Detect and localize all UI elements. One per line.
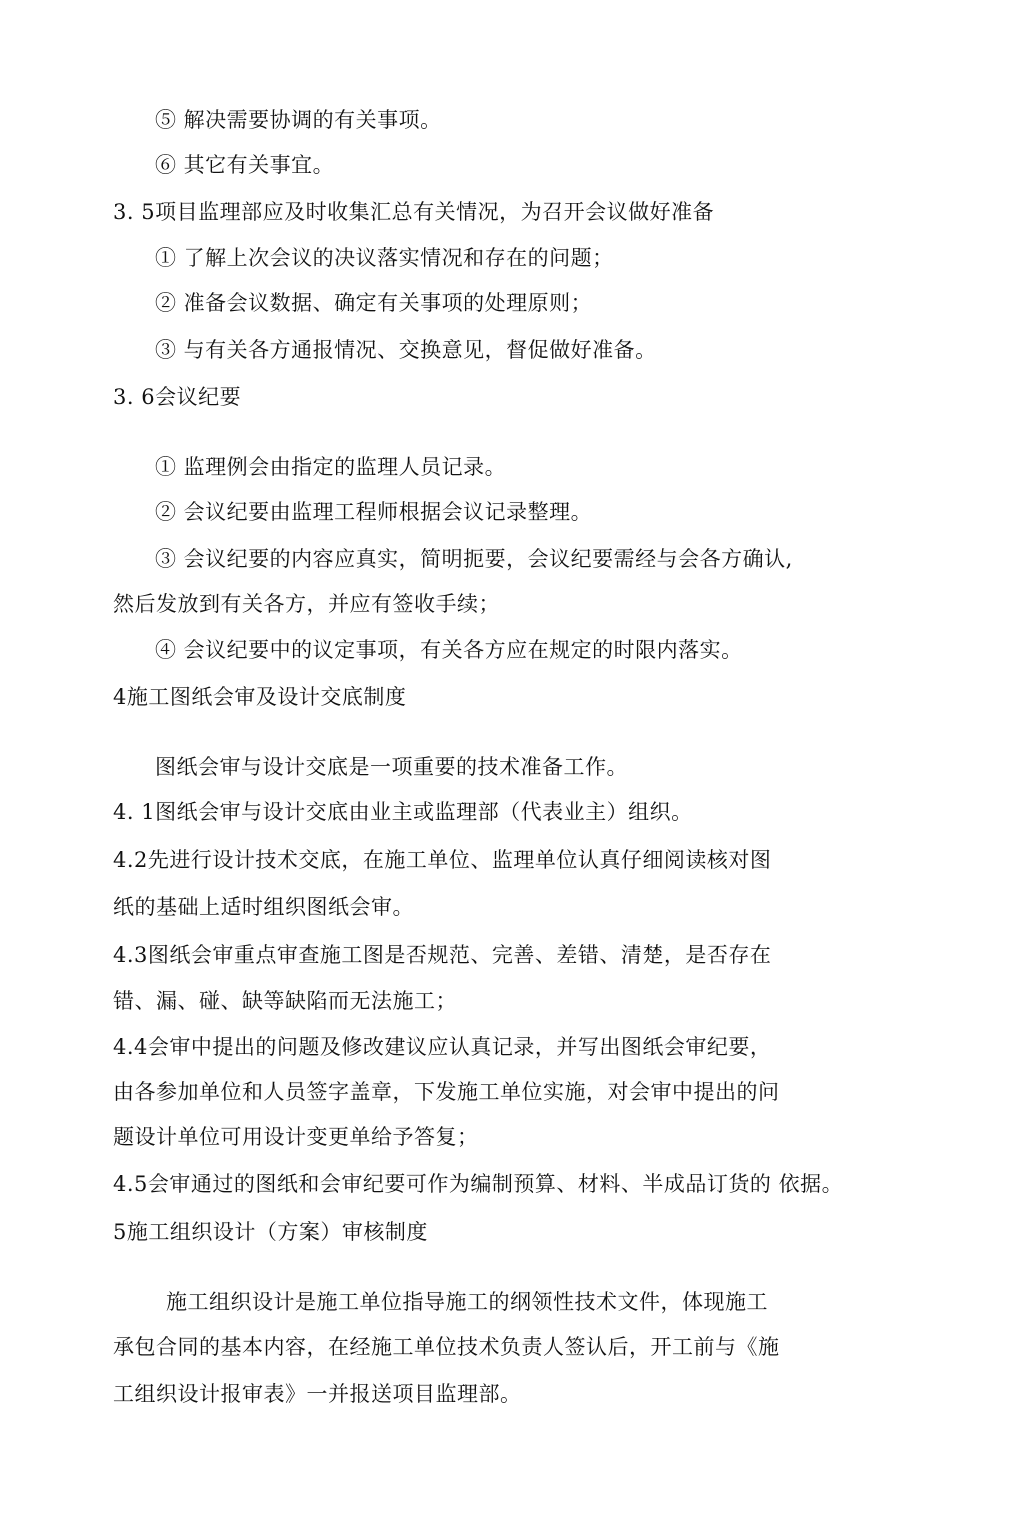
item-5-resolve-coordination: ⑤ 解决需要协调的有关事项。	[155, 108, 442, 132]
section-4-3: 4.3图纸会审重点审查施工图是否规范、完善、差错、清楚，是否存在	[113, 943, 772, 967]
item-3-minutes-content: ③ 会议纪要的内容应真实，简明扼要，会议纪要需经与会各方确认,	[155, 547, 793, 571]
section-4-2: 4.2先进行设计技术交底，在施工单位、监理单位认真仔细阅读核对图	[113, 848, 772, 872]
section-4-1: 4. 1图纸会审与设计交底由业主或监理部（代表业主）组织。	[113, 800, 693, 824]
item-1-meeting-record: ① 监理例会由指定的监理人员记录。	[155, 455, 507, 479]
item-2-prepare-data: ② 准备会议数据、确定有关事项的处理原则；	[155, 291, 593, 315]
section-4-3-continuation: 错、漏、碰、缺等缺陷而无法施工；	[113, 989, 457, 1013]
section-5-paragraph-line-3: 工组织设计报审表》一并报送项目监理部。	[113, 1382, 522, 1406]
item-6-other-matters: ⑥ 其它有关事宜。	[155, 153, 335, 177]
section-4-heading: 4施工图纸会审及设计交底制度	[113, 685, 407, 709]
section-3-6-heading: 3. 6会议纪要	[113, 385, 242, 409]
item-2-minutes-compiled: ② 会议纪要由监理工程师根据会议记录整理。	[155, 500, 593, 524]
item-1-previous-meeting: ① 了解上次会议的决议落实情况和存在的问题；	[155, 246, 614, 270]
section-5-paragraph-line-2: 承包合同的基本内容，在经施工单位技术负责人签认后，开工前与《施	[113, 1335, 780, 1359]
item-3-continuation: 然后发放到有关各方，并应有签收手续；	[113, 592, 500, 616]
section-3-5-heading: 3. 5项目监理部应及时收集汇总有关情况，为召开会议做好准备	[113, 200, 715, 224]
section-4-5: 4.5会审通过的图纸和会审纪要可作为编制预算、材料、半成品订货的 依据。	[113, 1172, 844, 1196]
section-4-4-continuation-1: 由各参加单位和人员签字盖章，下发施工单位实施，对会审中提出的问	[113, 1080, 780, 1104]
section-5-paragraph-line-1: 施工组织设计是施工单位指导施工的纲领性技术文件，体现施工	[166, 1290, 768, 1314]
item-3-notify-parties: ③ 与有关各方通报情况、交换意见，督促做好准备。	[155, 338, 657, 362]
section-4-4-continuation-2: 题设计单位可用设计变更单给予答复；	[113, 1125, 479, 1149]
section-4-2-continuation: 纸的基础上适时组织图纸会审。	[113, 895, 414, 919]
section-4-intro: 图纸会审与设计交底是一项重要的技术准备工作。	[155, 755, 628, 779]
item-4-agreed-matters: ④ 会议纪要中的议定事项，有关各方应在规定的时限内落实。	[155, 638, 743, 662]
section-5-heading: 5施工组织设计（方案）审核制度	[113, 1220, 428, 1244]
section-4-4: 4.4会审中提出的问题及修改建议应认真记录，并写出图纸会审纪要，	[113, 1035, 772, 1059]
